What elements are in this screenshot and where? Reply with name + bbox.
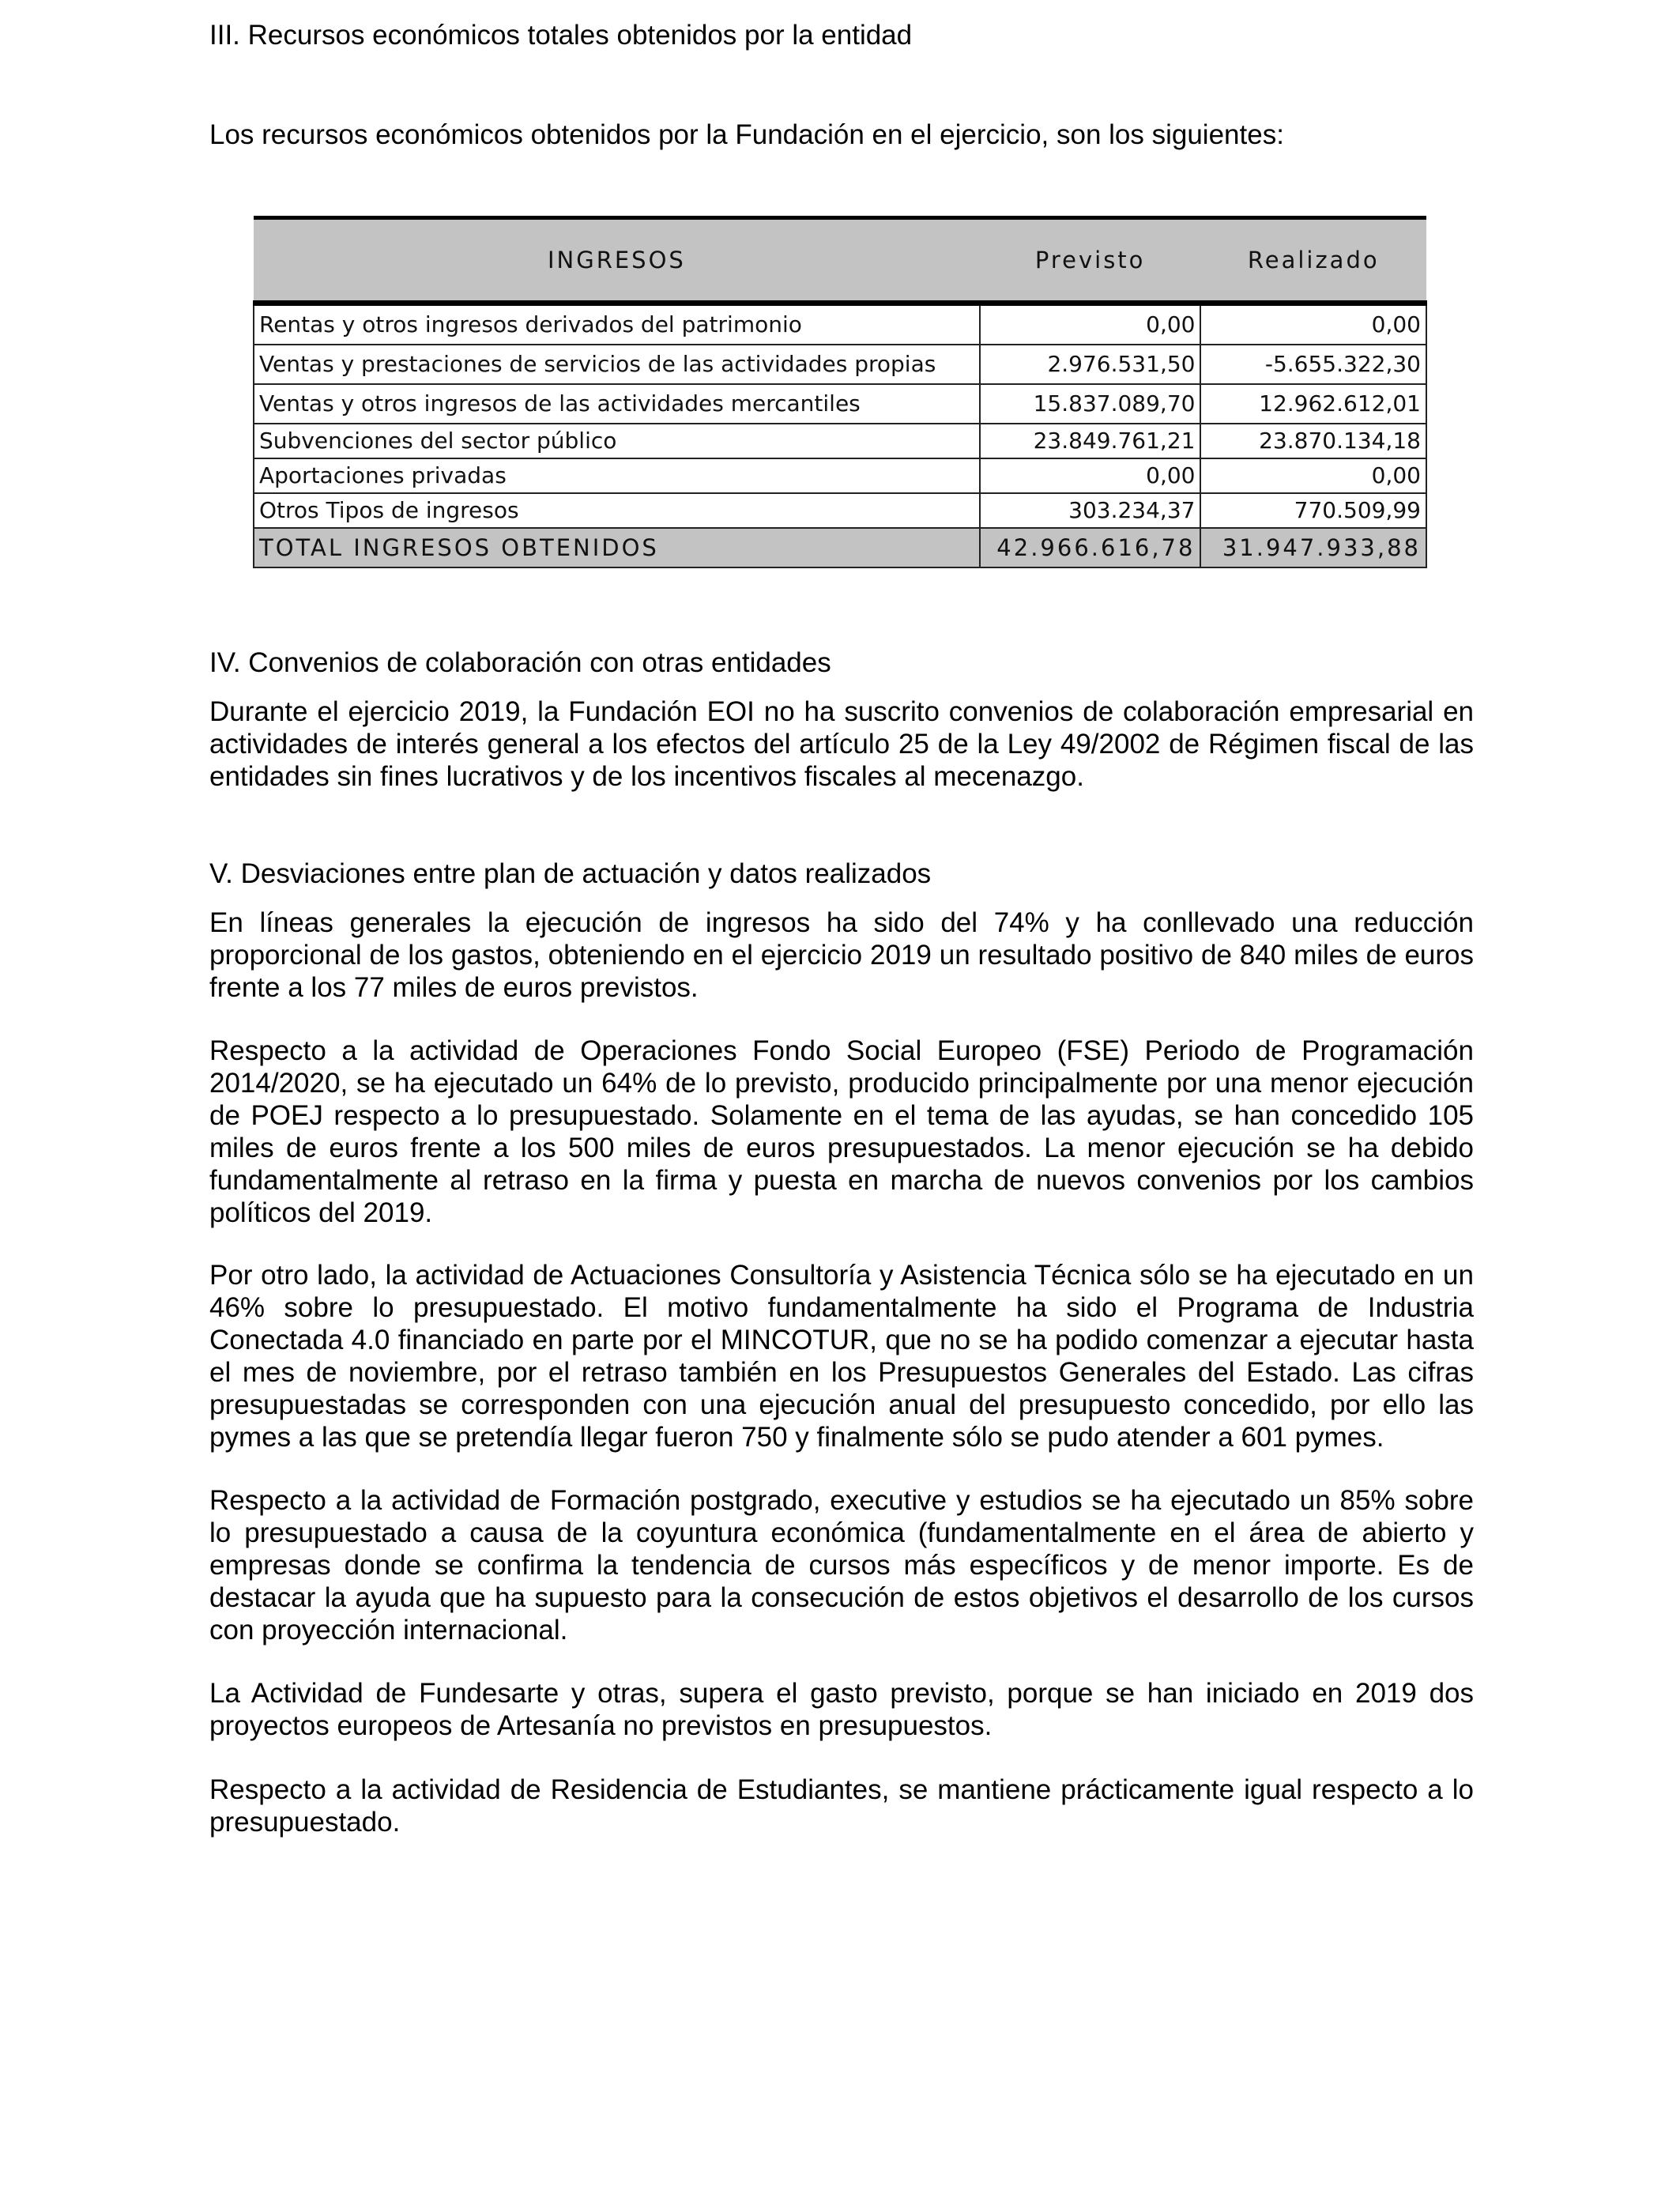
row-previsto: 2.976.531,50 [980, 345, 1201, 384]
row-label: Ventas y prestaciones de servicios de las actividades propias [254, 345, 980, 384]
table-row [254, 345, 1426, 384]
section-5-paragraph-5: La Actividad de Fundesarte y otras, supera el gasto previsto, porque se han iniciado en 2019 dos proyectos europeos de Artesanía no previstos en presupuestos. [209, 1678, 1474, 1741]
table-total-row [254, 528, 1426, 567]
section-3-heading: III. Recursos económicos totales obtenidos por la entidad [209, 20, 913, 51]
row-realizado: 12.962.612,01 [1200, 384, 1426, 424]
table-row [254, 303, 1426, 345]
row-realizado: 0,00 [1200, 458, 1426, 493]
row-previsto: 15.837.089,70 [980, 384, 1201, 424]
row-previsto: 23.849.761,21 [980, 424, 1201, 458]
total-label: TOTAL INGRESOS OBTENIDOS [254, 528, 980, 567]
section-5-heading: V. Desviaciones entre plan de actuación y datos realizados [209, 858, 932, 889]
section-5-paragraph-6: Respecto a la actividad de Residencia de Estudiantes, se mantiene prácticamente igual respecto a lo presupuestado. [209, 1774, 1474, 1838]
row-realizado: 23.870.134,18 [1200, 424, 1426, 458]
table-row [254, 424, 1426, 458]
row-previsto: 303.234,37 [980, 493, 1201, 528]
section-4-heading: IV. Convenios de colaboración con otras entidades [209, 647, 831, 678]
section-5-paragraph-3: Por otro lado, la actividad de Actuaciones Consultoría y Asistencia Técnica sólo se ha ejecutado en un 46% sobre lo presupuestado. El motivo fundamentalmente ha sido el Programa de Industria Conectada 4.0 financiado en parte por el MINCOTUR, que no se ha podido comenzar a ejecutar hasta el mes de noviembre, por el retraso también en los Presupuestos Generales del Estado. Las cifras presupuestadas se corresponden con una ejecución anual del presupuesto concedido, por ello las pymes a las que se pretendía llegar fueron 750 y finalmente sólo se pudo atender a 601 pymes. [209, 1260, 1474, 1453]
row-label: Aportaciones privadas [254, 458, 980, 493]
ingresos-table [253, 216, 1427, 568]
section-5-paragraph-1: En líneas generales la ejecución de ingresos ha sido del 74% y ha conllevado una reducción proporcional de los gastos, obteniendo en el ejercicio 2019 un resultado positivo de 840 miles de euros frente a los 77 miles de euros previstos. [209, 907, 1474, 1003]
table-row [254, 458, 1426, 493]
row-realizado: 770.509,99 [1200, 493, 1426, 528]
section-5-paragraph-2: Respecto a la actividad de Operaciones Fondo Social Europeo (FSE) Periodo de Programación 2014/2020, se ha ejecutado un 64% de lo previsto, producido principalmente por una menor ejecución de POEJ respecto a lo presupuestado. Solamente en el tema de las ayudas, se han concedido 105 miles de euros frente a los 500 miles de euros presupuestados. La menor ejecución se ha debido fundamentalmente al retraso en la firma y puesta en marcha de nuevos convenios por los cambios políticos del 2019. [209, 1035, 1474, 1228]
section-4-paragraph: Durante el ejercicio 2019, la Fundación EOI no ha suscrito convenios de colaboración empresarial en actividades de interés general a los efectos del artículo 25 de la Ley 49/2002 de Régimen fiscal de las entidades sin fines lucrativos y de los incentivos fiscales al mecenazgo. [209, 696, 1474, 792]
row-label: Subvenciones del sector público [254, 424, 980, 458]
table-row [254, 384, 1426, 424]
section-5-paragraph-4: Respecto a la actividad de Formación postgrado, executive y estudios se ha ejecutado un 85% sobre lo presupuestado a causa de la coyuntura económica (fundamentalmente en el área de abierto y empresas donde se confirma la tendencia de cursos más específicos y de menor importe. Es de destacar la ayuda que ha supuesto para la consecución de estos objetivos el desarrollo de los cursos con proyección internacional. [209, 1485, 1474, 1646]
row-previsto: 0,00 [980, 303, 1201, 345]
header-previsto: Previsto [980, 218, 1201, 303]
row-previsto: 0,00 [980, 458, 1201, 493]
row-label: Otros Tipos de ingresos [254, 493, 980, 528]
row-label: Ventas y otros ingresos de las actividades mercantiles [254, 384, 980, 424]
row-realizado: 0,00 [1200, 303, 1426, 345]
table-row [254, 493, 1426, 528]
header-ingresos: INGRESOS [254, 218, 980, 303]
header-realizado: Realizado [1200, 218, 1426, 303]
row-label: Rentas y otros ingresos derivados del patrimonio [254, 303, 980, 345]
table-header-row [254, 218, 1426, 303]
section-3-intro: Los recursos económicos obtenidos por la Fundación en el ejercicio, son los siguientes: [209, 119, 1284, 150]
total-previsto: 42.966.616,78 [980, 528, 1201, 567]
total-realizado: 31.947.933,88 [1200, 528, 1426, 567]
row-realizado: -5.655.322,30 [1200, 345, 1426, 384]
